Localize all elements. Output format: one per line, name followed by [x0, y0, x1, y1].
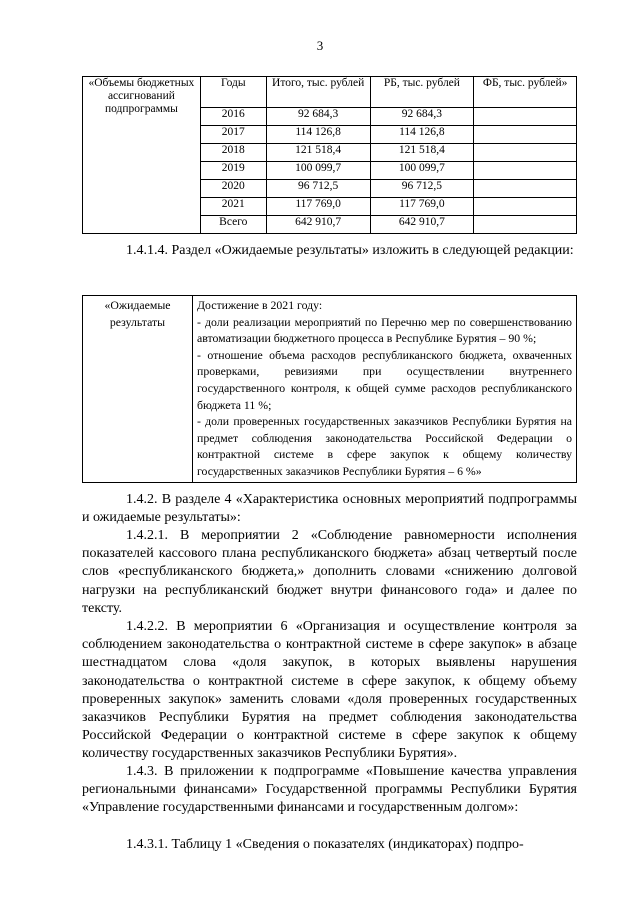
year-cell: 2018: [200, 144, 266, 162]
paragraph-1-4-2: 1.4.2. В разделе 4 «Характеристика основных мероприятий подпрограммы и ожидаемые результаты»:: [82, 492, 577, 526]
header-rb: РБ, тыс. рублей: [370, 77, 474, 108]
fb-cell: [474, 162, 577, 180]
year-cell: 2019: [200, 162, 266, 180]
year-cell: Всего: [200, 216, 266, 234]
total-cell: 96 712,5: [266, 180, 370, 198]
paragraph-1-4-1-4: 1.4.1.4. Раздел «Ожидаемые результаты» изложить в следующей редакции:: [126, 243, 574, 258]
rb-cell: 642 910,7: [370, 216, 474, 234]
fb-cell: [474, 144, 577, 162]
rb-cell: 114 126,8: [370, 126, 474, 144]
rb-cell: 92 684,3: [370, 108, 474, 126]
fb-cell: [474, 198, 577, 216]
year-cell: 2016: [200, 108, 266, 126]
paragraph-1-4-3-1: 1.4.3.1. Таблицу 1 «Сведения о показателях (индикаторах) подпро-: [126, 837, 524, 852]
page-number: 3: [316, 38, 324, 53]
paragraph-1-4-2-1: 1.4.2.1. В мероприятии 2 «Соблюдение равномерности исполнения показателей кассового плана республиканского бюджета» абзац четвертый после слов «республиканского бюджета,» дополнить словами «снижению долговой нагрузки на республиканский бюджет внутри финансового года» и далее по тексту.: [82, 528, 577, 616]
rb-cell: 96 712,5: [370, 180, 474, 198]
year-cell: 2021: [200, 198, 266, 216]
table-header-row: [83, 77, 577, 108]
header-total: Итого, тыс. рублей: [266, 77, 370, 108]
year-cell: 2020: [200, 180, 266, 198]
fb-cell: [474, 108, 577, 126]
result-item: - доли реализации мероприятий по Перечню мер по совершенствованию автоматизации бюджетного процесса в Республике Бурятия – 90 %;: [197, 314, 572, 346]
rb-cell: 121 518,4: [370, 144, 474, 162]
subprogram-budget-label: «Объемы бюджетных ассигнований подпрограммы: [83, 77, 201, 234]
total-cell: 121 518,4: [266, 144, 370, 162]
fb-cell: [474, 126, 577, 144]
paragraph-1-4-2-2: 1.4.2.2. В мероприятии 6 «Организация и осуществление контроля за соблюдением законодательства о контрактной системе в сфере закупок» в абзаце шестнадцатом слова «доля закупок, в которых выявлены нарушения законодательства о контрактной системе в сфере закупок, к общему объему проверенных закупок» заменить словами «доля проверенных государственных заказчиков Республики Бурятия на предмет соблюдения законодательства Российской Федерации о контрактной системе в сфере закупок к общему количеству государственных заказчиков Республики Бурятия».: [82, 619, 577, 762]
table-row: [83, 296, 577, 483]
total-cell: 92 684,3: [266, 108, 370, 126]
rb-cell: 100 099,7: [370, 162, 474, 180]
total-cell: 100 099,7: [266, 162, 370, 180]
budget-allocations-table: [82, 76, 577, 234]
total-cell: 117 769,0: [266, 198, 370, 216]
header-fb: ФБ, тыс. рублей»: [474, 77, 577, 108]
expected-results-content: [193, 296, 577, 483]
total-cell: 642 910,7: [266, 216, 370, 234]
paragraph-1-4-3: 1.4.3. В приложении к подпрограмме «Повышение качества управления региональными финансами» Государственной программы Республики Бурятия «Управление государственными финансами и государственным долгом»:: [82, 764, 577, 816]
rb-cell: 117 769,0: [370, 198, 474, 216]
results-intro: Достижение в 2021 году:: [197, 298, 323, 312]
header-years: Годы: [200, 77, 266, 108]
year-cell: 2017: [200, 126, 266, 144]
expected-results-label: «Ожидаемые результаты: [83, 296, 193, 483]
result-item: - отношение объема расходов республиканского бюджета, охваченных проверками, ревизиями при осуществлении внутреннего государственного контроля, к общей сумме расходов республиканского бюджета 11 %;: [197, 347, 572, 412]
total-cell: 114 126,8: [266, 126, 370, 144]
result-item: - доли проверенных государственных заказчиков Республики Бурятия на предмет соблюдения законодательства Российской Федерации о контрактной системе в сфере закупок к общему количеству государственных заказчиков Республики Бурятия – 6 %»: [197, 414, 572, 478]
fb-cell: [474, 180, 577, 198]
fb-cell: [474, 216, 577, 234]
expected-results-table: [82, 295, 577, 483]
